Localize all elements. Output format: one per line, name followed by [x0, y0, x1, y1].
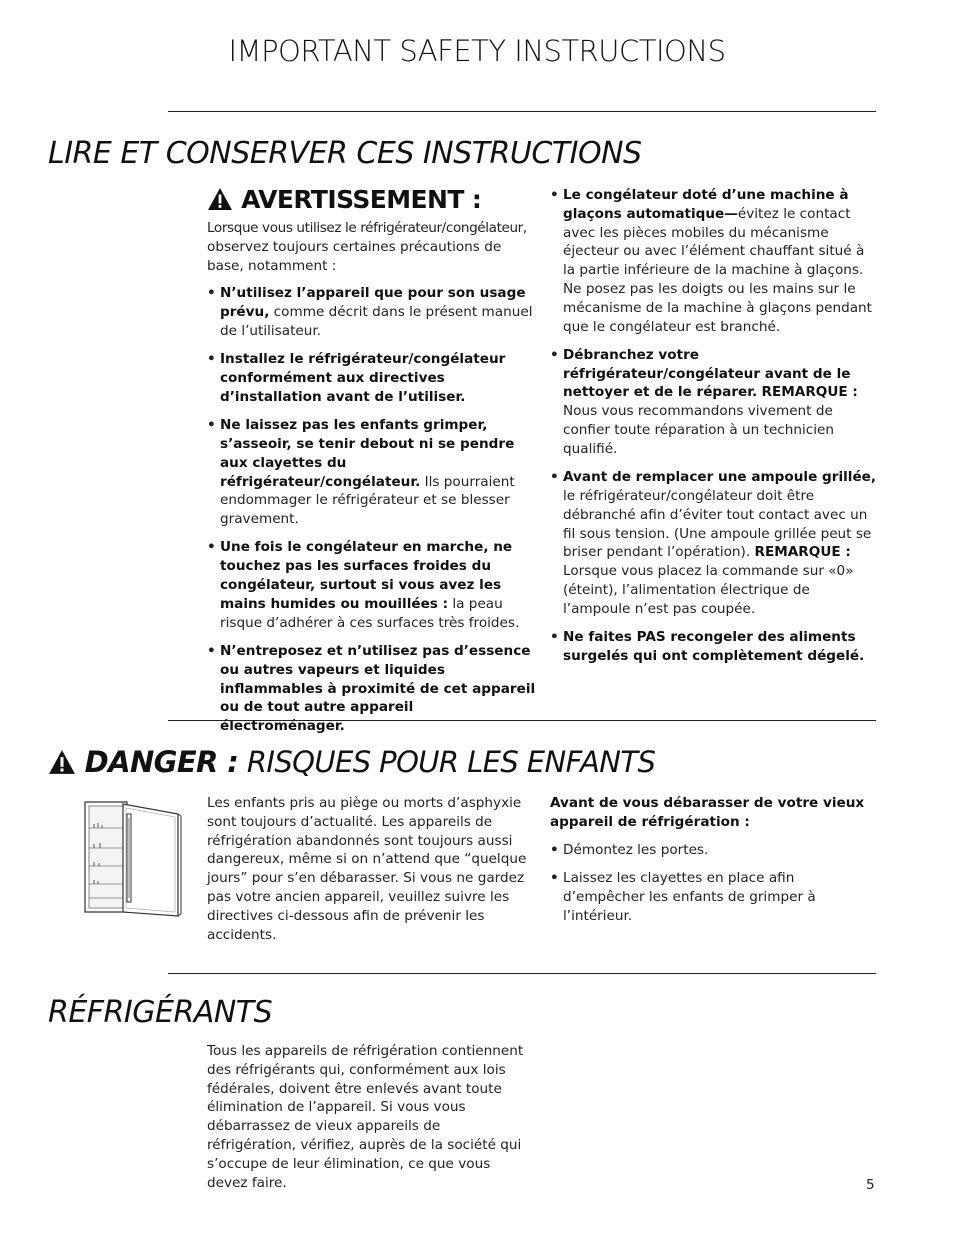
- warning-triangle-icon: [207, 187, 233, 217]
- warning-column-right: [550, 186, 878, 675]
- list-item: • Laissez les clayettes en place afin d’empêcher les enfants de grimper à l’intérieur.: [550, 869, 870, 925]
- list-item: • N’utilisez l’appareil que pour son usage prévu, comme décrit dans le présent manuel de l’utilisateur.: [207, 284, 537, 340]
- section-title-refrigerants: RÉFRIGÉRANTS: [48, 995, 273, 1030]
- warning-list-right: [550, 186, 878, 666]
- list-item: • Installez le réfrigérateur/congélateur conformément aux directives d’installation avant de l’utiliser.: [207, 350, 537, 406]
- divider-middle: [168, 720, 876, 721]
- danger-title: [48, 745, 655, 782]
- list-item: • Le congélateur doté d’une machine à glaçons automatique—évitez le contact avec les pièces mobiles du mécanisme éjecteur ou avec l’élément chauffant situé à la partie inférieure de la machine à glaçons. Ne posez pas les doigts ou les mains sur le mécanisme de la machine à glaçons pendant que le congélateur est branché.: [550, 186, 878, 336]
- warning-list-left: [207, 284, 537, 736]
- warning-intro: [207, 219, 537, 275]
- divider-top: [168, 111, 876, 112]
- refrigerants-body: Tous les appareils de réfrigération contiennent des réfrigérants qui, conformément aux lois fédérales, doivent être enlevés avant toute élimination de l’appareil. Si vous vous débarrassez de vieux appareils de réfrigération, vérifiez, auprès de la société qui s’occupe de leur élimination, ce que vous devez faire.: [207, 1043, 524, 1191]
- list-item: • Une fois le congélateur en marche, ne touchez pas les surfaces froides du congélateur, surtout si vous avez les mains humides ou mouillées : la peau risque d’adhérer à ces surfaces très froides.: [207, 538, 537, 632]
- warning-label: AVERTISSEMENT :: [241, 185, 482, 214]
- warning-intro-rest: observez toujours certaines précautions de base, notamment :: [207, 238, 502, 274]
- refrigerator-open-door-icon: [82, 800, 182, 922]
- warning-triangle-icon: [48, 748, 76, 782]
- danger-list: [550, 841, 870, 926]
- danger-subtitle: RISQUES POUR LES ENFANTS: [238, 745, 656, 779]
- warning-intro-lead: Lorsque vous utilisez le réfrigérateur/congélateur,: [207, 220, 527, 236]
- page-number: 5: [866, 1177, 875, 1193]
- list-item: • Avant de remplacer une ampoule grillée, le réfrigérateur/congélateur doit être débranché afin d’éviter tout contact avec un fil sous tension. (Une ampoule grillée peut se briser pendant l’opération). REMARQUE : Lorsque vous placez la commande sur «0» (éteint), l’alimentation électrique de l’ampoule n’est pas coupée.: [550, 468, 878, 618]
- divider-bottom: [168, 973, 876, 974]
- danger-instructions: [550, 794, 870, 935]
- danger-body: Les enfants pris au piège ou morts d’asphyxie sont toujours d’actualité. Les appareils de réfrigération abandonnés sont toujours aussi dangereux, même si on n’attend que “quelque jours” pour s’en débarasser. Si vous ne gardez pas votre ancien appareil, veuillez suivre les directives ci-dessous afin de prévenir les accidents.: [207, 795, 527, 943]
- list-item: • Ne faites PAS recongeler des aliments surgelés qui ont complètement dégelé.: [550, 628, 878, 666]
- list-item: • Débranchez votre réfrigérateur/congélateur avant de le nettoyer et de le réparer. REMARQUE : Nous vous recommandons vivement de confier toute réparation à un technicien qualifié.: [550, 346, 878, 459]
- list-item: • Ne laissez pas les enfants grimper, s’asseoir, se tenir debout ni se pendre aux clayettes du réfrigérateur/congélateur. Ils pourraient endommager le réfrigérateur et se blesser gravement.: [207, 416, 537, 529]
- list-item: • N’entreposez et n’utilisez pas d’essence ou autres vapeurs et liquides inflammables à proximité de cet appareil ou de tout autre appareil électroménager.: [207, 642, 537, 736]
- section-title-lire: LIRE ET CONSERVER CES INSTRUCTIONS: [48, 136, 642, 171]
- danger-label: DANGER :: [84, 745, 239, 779]
- list-item: • Démontez les portes.: [550, 841, 870, 860]
- warning-heading: [207, 185, 537, 217]
- danger-list-heading: Avant de vous débarasser de votre vieux appareil de réfrigération :: [550, 795, 865, 830]
- page-header-title: IMPORTANT SAFETY INSTRUCTIONS: [228, 34, 726, 68]
- warning-column-left: [207, 185, 537, 745]
